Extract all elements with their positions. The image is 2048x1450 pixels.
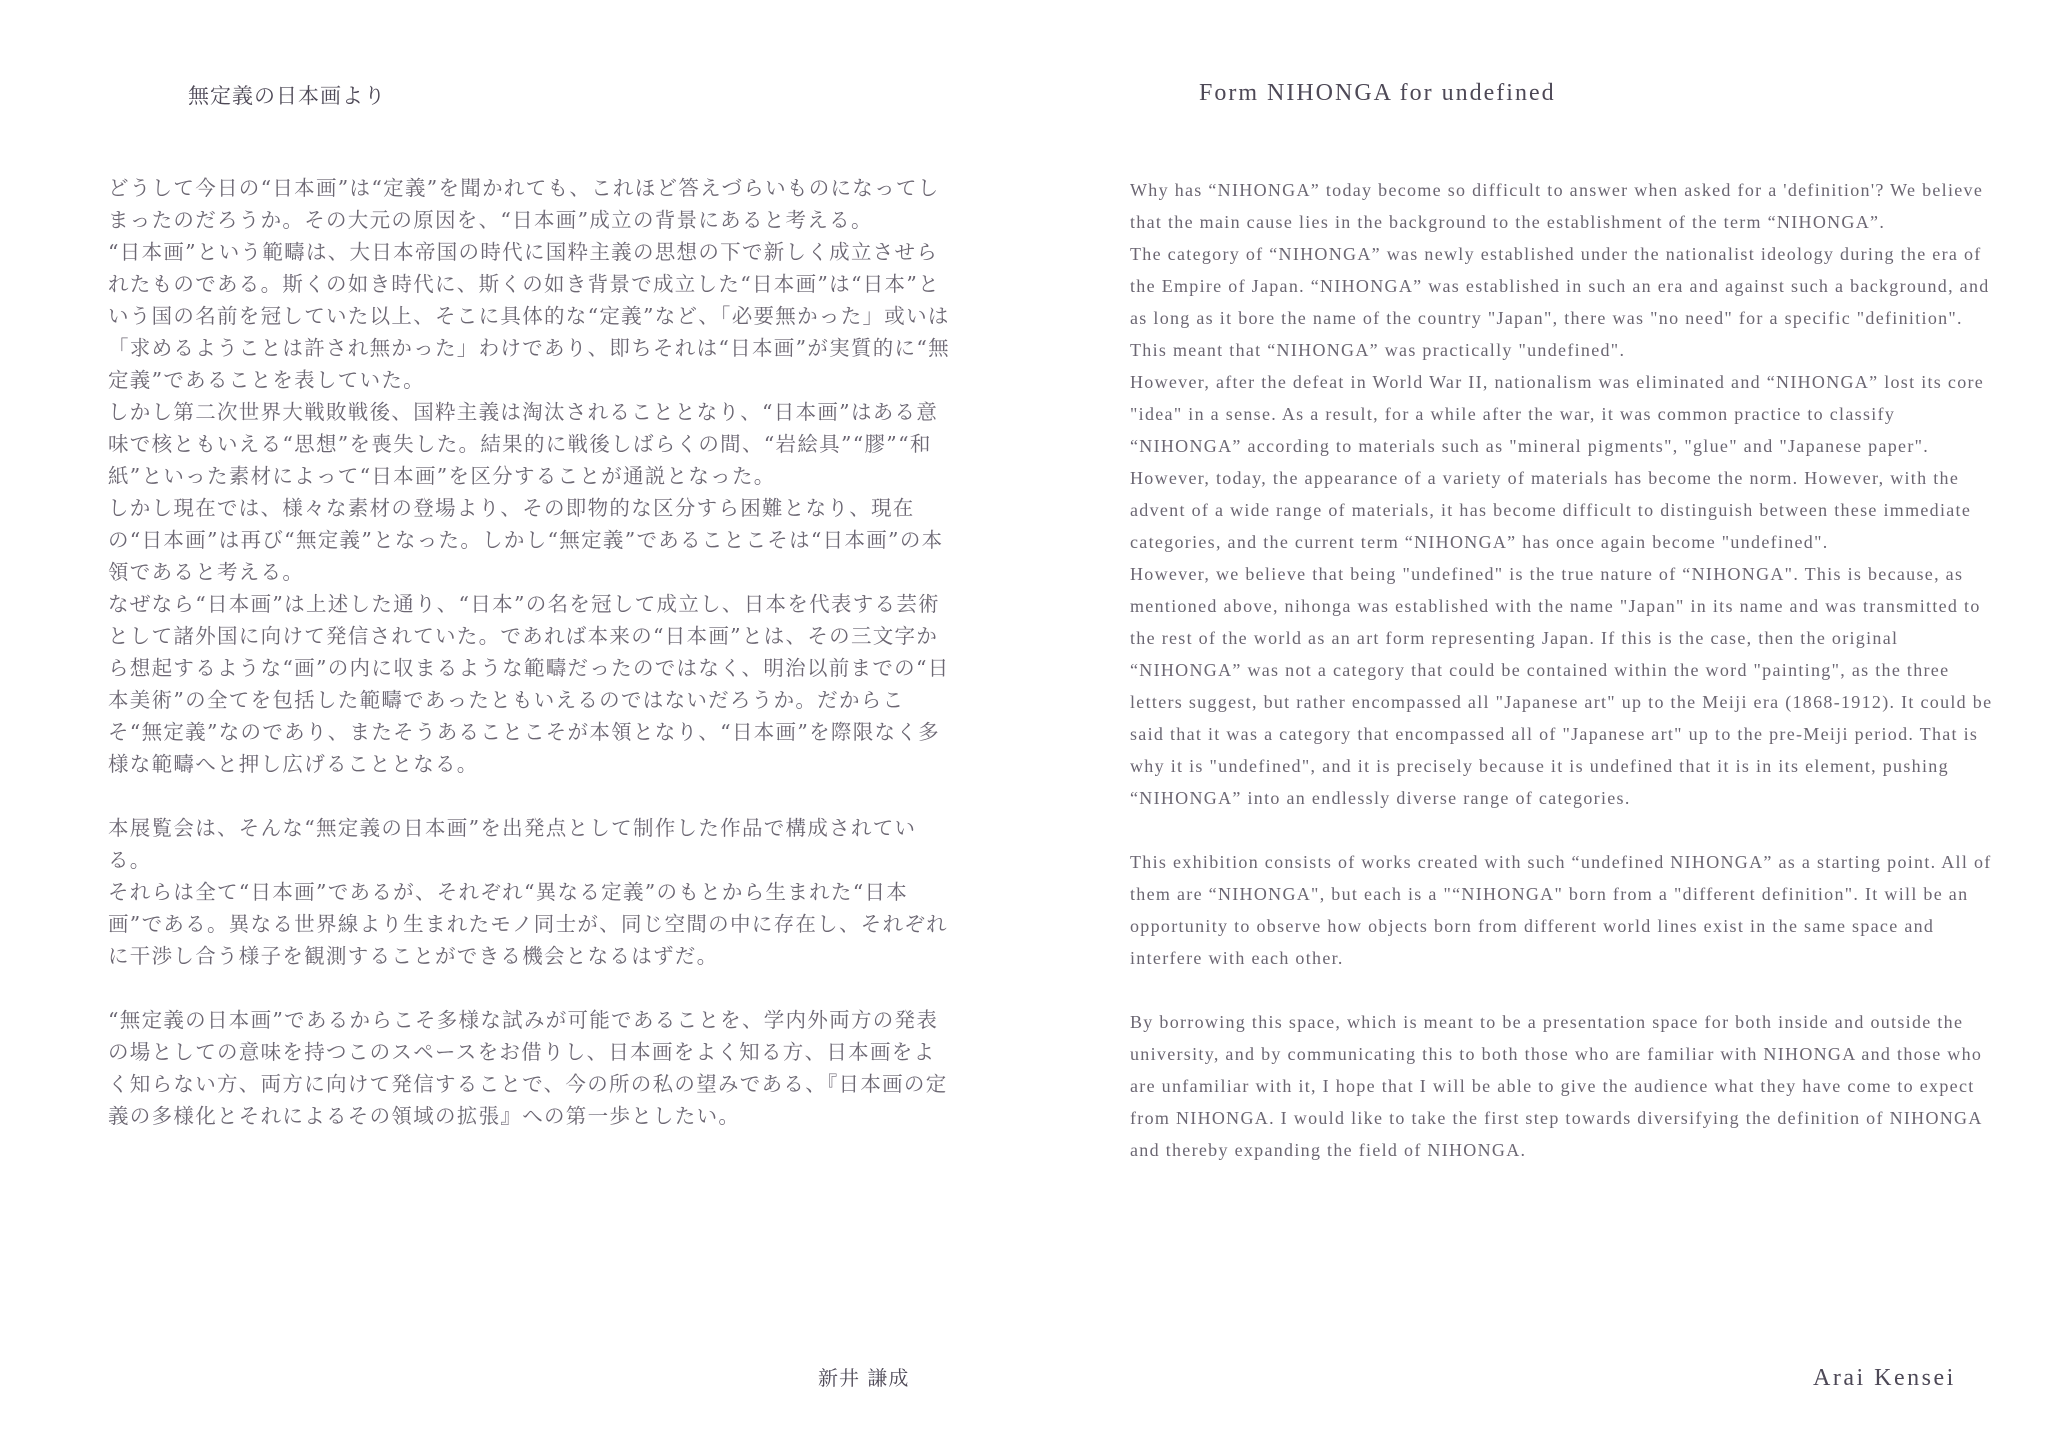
jp-paragraph-3: しかし第二次世界大戦敗戦後、国粋主義は淘汰されることとなり、“日本画”はある意味で核ともいえる“思想”を喪失した。結果的に戦後しばらくの間、“岩絵具”“膠”“和紙”といった素材によって“日本画”を区分することが通説となった。 [108, 400, 939, 488]
jp-paragraph-6: 本展覧会は、そんな“無定義の日本画”を出発点として制作した作品で構成されている。 [108, 816, 917, 872]
en-paragraph-3: However, after the defeat in World War II, nationalism was eliminated and “NIHONGA” lost its core "idea" in a sense. As a result, for a while after the war, it was common practice to classify “NIHONGA” according to materials such as "mineral pigments", "glue" and "Japanese paper". However, today, the appearance of a variety of materials has become the norm. However, with the advent of a wide range of materials, it has become difficult to distinguish between these immediate categories, and the current term “NIHONGA” has once again become "undefined". [1130, 372, 1985, 552]
japanese-signature: 新井 謙成 [818, 1366, 910, 1390]
english-page [1024, 0, 2048, 1450]
japanese-body [108, 172, 950, 1132]
jp-paragraph-7: それらは全て“日本画”であるが、それぞれ“異なる定義”のもとから生まれた“日本画”である。異なる世界線より生まれたモノ同士が、同じ空間の中に存在し、それぞれに干渉し合う様子を観測することができる機会となるはずだ。 [108, 880, 948, 968]
en-paragraph-1: Why has “NIHONGA” today become so difficult to answer when asked for a 'definition'? We believe that the main cause lies in the background to the establishment of the term “NIHONGA”. [1130, 180, 1984, 232]
jp-paragraph-8: “無定義の日本画”であるからこそ多様な試みが可能であることを、学内外両方の発表の場としての意味を持つこのスペースをお借りし、日本画をよく知る方、日本画をよく知らない方、両方に向けて発信することで、今の所の私の望みである、『日本画の定義の多様化とそれによるその領域の拡張』への第一歩としたい。 [108, 1008, 948, 1128]
english-title: Form NIHONGA for undefined [1199, 80, 1556, 106]
jp-paragraph-5: なぜなら“日本画”は上述した通り、“日本”の名を冠して成立し、日本を代表する芸術として諸外国に向けて発信されていた。であれば本来の“日本画”とは、その三文字から想起するような“画”の内に収まるような範疇だったのではなく、明治以前までの“日本美術”の全てを包括した範疇であったともいえるのではないだろうか。だからこそ“無定義”なのであり、またそうあることこそが本領となり、“日本画”を際限なく多様な範疇へと押し広げることとなる。 [108, 592, 950, 776]
english-body [1130, 174, 2000, 1166]
jp-paragraph-2: “日本画”という範疇は、大日本帝国の時代に国粋主義の思想の下で新しく成立させられたものである。斯くの如き時代に、斯くの如き背景で成立した“日本画”は“日本”という国の名前を冠していた以上、そこに具体的な“定義”など、「必要無かった」或いは「求めるようことは許され無かった」わけであり、即ちそれは“日本画”が実質的に“無定義”であることを表していた。 [108, 240, 950, 392]
japanese-title: 無定義の日本画より [188, 84, 386, 108]
en-paragraph-4: However, we believe that being "undefined" is the true nature of “NIHONGA". This is because, as mentioned above, nihonga was established with the name "Japan" in its name and was transmitted to the rest of the world as an art form representing Japan. If this is the case, then the original “NIHONGA” was not a category that could be contained within the word "painting", as the three letters suggest, but rather encompassed all "Japanese art" up to the Meiji era (1868-1912). It could be said that it was a category that encompassed all of "Japanese art" up to the pre-Meiji period. That is why it is "undefined", and it is precisely because it is undefined that it is in its element, pushing “NIHONGA” into an endlessly diverse range of categories. [1130, 564, 1993, 808]
jp-paragraph-4: しかし現在では、様々な素材の登場より、その即物的な区分すら困難となり、現在の“日本画”は再び“無定義”となった。しかし“無定義”であることこそは“日本画”の本領であると考える。 [108, 496, 944, 584]
english-signature: Arai Kensei [1813, 1365, 1956, 1391]
jp-paragraph-1: どうして今日の“日本画”は“定義”を聞かれても、これほど答えづらいものになってしまったのだろうか。その大元の原因を、“日本画”成立の背景にあると考える。 [108, 176, 940, 232]
en-paragraph-6: By borrowing this space, which is meant to be a presentation space for both inside and outside the university, and by communicating this to both those who are familiar with NIHONGA and those who are unfamiliar with it, I hope that I will be able to give the audience what they have come to expect from NIHONGA. I would like to take the first step towards diversifying the definition of NIHONGA and thereby expanding the field of NIHONGA. [1130, 1012, 1983, 1160]
en-paragraph-2: The category of “NIHONGA” was newly established under the nationalist ideology during the era of the Empire of Japan. “NIHONGA” was established in such an era and against such a background, and as long as it bore the name of the country "Japan", there was "no need" for a specific "definition". This meant that “NIHONGA” was practically "undefined". [1130, 244, 1990, 360]
en-paragraph-5: This exhibition consists of works created with such “undefined NIHONGA” as a starting point. All of them are “NIHONGA", but each is a "“NIHONGA" born from a "different definition". It will be an opportunity to observe how objects born from different world lines exist in the same space and interfere with each other. [1130, 852, 1992, 968]
